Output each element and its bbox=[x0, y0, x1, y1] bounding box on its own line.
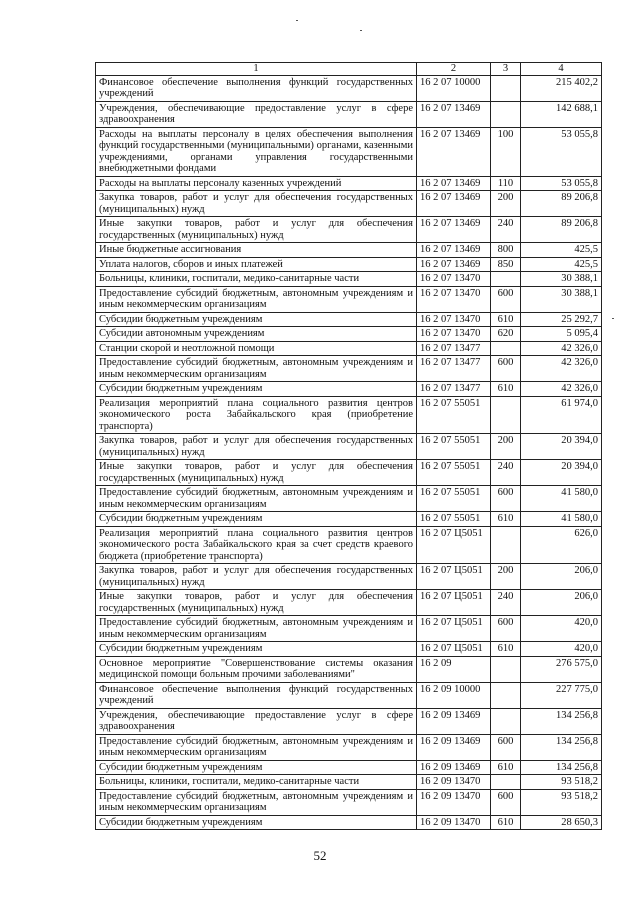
row-code-cell: 16 2 07 13470 bbox=[417, 286, 491, 312]
row-code-cell: 16 2 07 13469 bbox=[417, 191, 491, 217]
row-vr-cell: 600 bbox=[491, 286, 521, 312]
table-row bbox=[96, 356, 602, 382]
column-header-name: 1 bbox=[96, 63, 417, 76]
row-amount-cell: 20 394,0 bbox=[521, 434, 602, 460]
row-name-cell: Иные бюджетные ассигнования bbox=[96, 243, 417, 258]
scan-speck bbox=[296, 20, 298, 21]
row-vr-cell: 600 bbox=[491, 734, 521, 760]
row-amount-cell: 42 326,0 bbox=[521, 341, 602, 356]
row-name-cell: Предоставление субсидий бюджетным, автономным учреждениям и иным некоммерческим организациям bbox=[96, 734, 417, 760]
row-amount-cell: 41 580,0 bbox=[521, 512, 602, 527]
table-row bbox=[96, 486, 602, 512]
column-header-code: 2 bbox=[417, 63, 491, 76]
row-amount-cell: 626,0 bbox=[521, 526, 602, 564]
table-row bbox=[96, 286, 602, 312]
row-vr-cell bbox=[491, 775, 521, 790]
row-name-cell: Станции скорой и неотложной помощи bbox=[96, 341, 417, 356]
table-row bbox=[96, 815, 602, 830]
row-code-cell: 16 2 07 13470 bbox=[417, 327, 491, 342]
row-vr-cell: 610 bbox=[491, 312, 521, 327]
row-vr-cell: 600 bbox=[491, 356, 521, 382]
row-amount-cell: 425,5 bbox=[521, 243, 602, 258]
row-amount-cell: 28 650,3 bbox=[521, 815, 602, 830]
row-vr-cell: 610 bbox=[491, 382, 521, 397]
row-vr-cell: 800 bbox=[491, 243, 521, 258]
table-body bbox=[96, 75, 602, 830]
row-code-cell: 16 2 07 Ц5051 bbox=[417, 642, 491, 657]
row-amount-cell: 25 292,7 bbox=[521, 312, 602, 327]
table-row bbox=[96, 775, 602, 790]
row-vr-cell: 240 bbox=[491, 590, 521, 616]
row-name-cell: Основное мероприятие "Совершенствование системы оказания медицинской помощи больным прочими заболеваниями" bbox=[96, 656, 417, 682]
budget-table bbox=[95, 62, 602, 830]
row-name-cell: Уплата налогов, сборов и иных платежей bbox=[96, 257, 417, 272]
row-vr-cell: 200 bbox=[491, 564, 521, 590]
row-amount-cell: 41 580,0 bbox=[521, 486, 602, 512]
row-amount-cell: 30 388,1 bbox=[521, 286, 602, 312]
row-code-cell: 16 2 09 13470 bbox=[417, 789, 491, 815]
scan-speck bbox=[612, 318, 614, 319]
row-code-cell: 16 2 07 13477 bbox=[417, 382, 491, 397]
row-amount-cell: 42 326,0 bbox=[521, 382, 602, 397]
row-vr-cell bbox=[491, 101, 521, 127]
row-vr-cell: 600 bbox=[491, 789, 521, 815]
row-code-cell: 16 2 07 13469 bbox=[417, 176, 491, 191]
row-code-cell: 16 2 07 13469 bbox=[417, 127, 491, 176]
table-row bbox=[96, 191, 602, 217]
row-vr-cell: 610 bbox=[491, 642, 521, 657]
row-amount-cell: 134 256,8 bbox=[521, 760, 602, 775]
row-name-cell: Расходы на выплаты персоналу казенных учреждений bbox=[96, 176, 417, 191]
row-amount-cell: 53 055,8 bbox=[521, 176, 602, 191]
row-amount-cell: 206,0 bbox=[521, 590, 602, 616]
row-vr-cell: 100 bbox=[491, 127, 521, 176]
table-row bbox=[96, 734, 602, 760]
row-amount-cell: 134 256,8 bbox=[521, 708, 602, 734]
table-row bbox=[96, 176, 602, 191]
column-header-amount: 4 bbox=[521, 63, 602, 76]
row-code-cell: 16 2 07 13469 bbox=[417, 101, 491, 127]
row-vr-cell: 610 bbox=[491, 815, 521, 830]
row-code-cell: 16 2 07 13470 bbox=[417, 312, 491, 327]
page-number: 52 bbox=[313, 848, 327, 863]
row-name-cell: Реализация мероприятий плана социального развития центров экономического роста Забайкальского края за счет средств краевого бюджета (приобретение транспорта) bbox=[96, 526, 417, 564]
row-amount-cell: 20 394,0 bbox=[521, 460, 602, 486]
row-amount-cell: 420,0 bbox=[521, 616, 602, 642]
table-row bbox=[96, 642, 602, 657]
table-row bbox=[96, 101, 602, 127]
row-name-cell: Закупка товаров, работ и услуг для обеспечения государственных (муниципальных) нужд bbox=[96, 434, 417, 460]
row-code-cell: 16 2 09 13470 bbox=[417, 815, 491, 830]
row-code-cell: 16 2 07 55051 bbox=[417, 434, 491, 460]
row-vr-cell bbox=[491, 75, 521, 101]
row-vr-cell: 240 bbox=[491, 217, 521, 243]
row-amount-cell: 89 206,8 bbox=[521, 217, 602, 243]
table-row bbox=[96, 708, 602, 734]
row-amount-cell: 93 518,2 bbox=[521, 789, 602, 815]
table-row bbox=[96, 75, 602, 101]
row-name-cell: Предоставление субсидий бюджетным, автономным учреждениям и иным некоммерческим организациям bbox=[96, 486, 417, 512]
row-name-cell: Субсидии бюджетным учреждениям bbox=[96, 815, 417, 830]
table-row bbox=[96, 243, 602, 258]
row-name-cell: Учреждения, обеспечивающие предоставление услуг в сфере здравоохранения bbox=[96, 101, 417, 127]
row-vr-cell: 200 bbox=[491, 191, 521, 217]
row-vr-cell: 110 bbox=[491, 176, 521, 191]
row-code-cell: 16 2 09 13469 bbox=[417, 734, 491, 760]
row-amount-cell: 53 055,8 bbox=[521, 127, 602, 176]
row-code-cell: 16 2 07 13469 bbox=[417, 243, 491, 258]
row-vr-cell bbox=[491, 656, 521, 682]
row-code-cell: 16 2 07 55051 bbox=[417, 486, 491, 512]
row-name-cell: Финансовое обеспечение выполнения функций государственных учреждений bbox=[96, 682, 417, 708]
row-vr-cell bbox=[491, 708, 521, 734]
table-row bbox=[96, 396, 602, 434]
row-code-cell: 16 2 07 Ц5051 bbox=[417, 526, 491, 564]
row-name-cell: Расходы на выплаты персоналу в целях обеспечения выполнения функций государственными (муниципальными) органами, казенными учреждениями, органами управления государственными внебюджетными фондами bbox=[96, 127, 417, 176]
row-code-cell: 16 2 07 Ц5051 bbox=[417, 590, 491, 616]
row-name-cell: Закупка товаров, работ и услуг для обеспечения государственных (муниципальных) нужд bbox=[96, 564, 417, 590]
column-header-vr: 3 bbox=[491, 63, 521, 76]
row-code-cell: 16 2 09 13469 bbox=[417, 708, 491, 734]
row-amount-cell: 5 095,4 bbox=[521, 327, 602, 342]
row-code-cell: 16 2 07 55051 bbox=[417, 396, 491, 434]
row-name-cell: Предоставление субсидий бюджетным, автономным учреждениям и иным некоммерческим организациям bbox=[96, 356, 417, 382]
row-vr-cell: 610 bbox=[491, 512, 521, 527]
row-amount-cell: 30 388,1 bbox=[521, 272, 602, 287]
row-amount-cell: 89 206,8 bbox=[521, 191, 602, 217]
table-row bbox=[96, 460, 602, 486]
row-amount-cell: 206,0 bbox=[521, 564, 602, 590]
table-row bbox=[96, 789, 602, 815]
table-header-row bbox=[96, 63, 602, 76]
row-amount-cell: 134 256,8 bbox=[521, 734, 602, 760]
row-code-cell: 16 2 09 13470 bbox=[417, 775, 491, 790]
table-row bbox=[96, 434, 602, 460]
row-code-cell: 16 2 07 55051 bbox=[417, 512, 491, 527]
row-name-cell: Субсидии бюджетным учреждениям bbox=[96, 312, 417, 327]
row-name-cell: Учреждения, обеспечивающие предоставление услуг в сфере здравоохранения bbox=[96, 708, 417, 734]
row-amount-cell: 93 518,2 bbox=[521, 775, 602, 790]
table-row bbox=[96, 616, 602, 642]
row-name-cell: Иные закупки товаров, работ и услуг для обеспечения государственных (муниципальных) нужд bbox=[96, 217, 417, 243]
row-code-cell: 16 2 07 10000 bbox=[417, 75, 491, 101]
row-vr-cell bbox=[491, 526, 521, 564]
row-vr-cell bbox=[491, 396, 521, 434]
row-name-cell: Финансовое обеспечение выполнения функций государственных учреждений bbox=[96, 75, 417, 101]
table-row bbox=[96, 564, 602, 590]
row-code-cell: 16 2 07 Ц5051 bbox=[417, 564, 491, 590]
table-row bbox=[96, 341, 602, 356]
table-row bbox=[96, 656, 602, 682]
table-row bbox=[96, 512, 602, 527]
table-row bbox=[96, 127, 602, 176]
row-vr-cell: 850 bbox=[491, 257, 521, 272]
row-vr-cell: 610 bbox=[491, 760, 521, 775]
row-amount-cell: 42 326,0 bbox=[521, 356, 602, 382]
row-code-cell: 16 2 07 13469 bbox=[417, 217, 491, 243]
table-row bbox=[96, 327, 602, 342]
table-row bbox=[96, 590, 602, 616]
row-name-cell: Закупка товаров, работ и услуг для обеспечения государственных (муниципальных) нужд bbox=[96, 191, 417, 217]
row-vr-cell bbox=[491, 682, 521, 708]
row-amount-cell: 142 688,1 bbox=[521, 101, 602, 127]
row-name-cell: Субсидии бюджетным учреждениям bbox=[96, 642, 417, 657]
row-code-cell: 16 2 09 13469 bbox=[417, 760, 491, 775]
row-code-cell: 16 2 07 55051 bbox=[417, 460, 491, 486]
row-code-cell: 16 2 07 13470 bbox=[417, 272, 491, 287]
row-code-cell: 16 2 07 13477 bbox=[417, 356, 491, 382]
row-amount-cell: 420,0 bbox=[521, 642, 602, 657]
row-code-cell: 16 2 07 Ц5051 bbox=[417, 616, 491, 642]
scan-speck bbox=[360, 30, 362, 31]
row-name-cell: Субсидии бюджетным учреждениям bbox=[96, 512, 417, 527]
table-row bbox=[96, 682, 602, 708]
row-amount-cell: 425,5 bbox=[521, 257, 602, 272]
row-name-cell: Предоставление субсидий бюджетным, автономным учреждениям и иным некоммерческим организациям bbox=[96, 616, 417, 642]
row-name-cell: Субсидии бюджетным учреждениям bbox=[96, 760, 417, 775]
row-code-cell: 16 2 09 10000 bbox=[417, 682, 491, 708]
table-row bbox=[96, 217, 602, 243]
row-name-cell: Иные закупки товаров, работ и услуг для обеспечения государственных (муниципальных) нужд bbox=[96, 460, 417, 486]
table-row bbox=[96, 272, 602, 287]
table-row bbox=[96, 382, 602, 397]
table-row bbox=[96, 526, 602, 564]
row-vr-cell: 240 bbox=[491, 460, 521, 486]
row-name-cell: Больницы, клиники, госпитали, медико-санитарные части bbox=[96, 272, 417, 287]
table-row bbox=[96, 760, 602, 775]
row-name-cell: Предоставление субсидий бюджетным, автономным учреждениям и иным некоммерческим организациям bbox=[96, 789, 417, 815]
row-amount-cell: 215 402,2 bbox=[521, 75, 602, 101]
row-vr-cell: 200 bbox=[491, 434, 521, 460]
row-name-cell: Субсидии бюджетным учреждениям bbox=[96, 382, 417, 397]
row-vr-cell: 600 bbox=[491, 486, 521, 512]
row-name-cell: Больницы, клиники, госпитали, медико-санитарные части bbox=[96, 775, 417, 790]
row-amount-cell: 61 974,0 bbox=[521, 396, 602, 434]
row-name-cell: Субсидии автономным учреждениям bbox=[96, 327, 417, 342]
row-amount-cell: 276 575,0 bbox=[521, 656, 602, 682]
table-row bbox=[96, 257, 602, 272]
row-vr-cell: 600 bbox=[491, 616, 521, 642]
row-name-cell: Иные закупки товаров, работ и услуг для обеспечения государственных (муниципальных) нужд bbox=[96, 590, 417, 616]
row-amount-cell: 227 775,0 bbox=[521, 682, 602, 708]
row-name-cell: Предоставление субсидий бюджетным, автономным учреждениям и иным некоммерческим организациям bbox=[96, 286, 417, 312]
row-code-cell: 16 2 07 13469 bbox=[417, 257, 491, 272]
row-vr-cell bbox=[491, 341, 521, 356]
row-name-cell: Реализация мероприятий плана социального развития центров экономического роста Забайкальского края (приобретение транспорта) bbox=[96, 396, 417, 434]
row-code-cell: 16 2 09 bbox=[417, 656, 491, 682]
row-code-cell: 16 2 07 13477 bbox=[417, 341, 491, 356]
row-vr-cell: 620 bbox=[491, 327, 521, 342]
row-vr-cell bbox=[491, 272, 521, 287]
table-row bbox=[96, 312, 602, 327]
